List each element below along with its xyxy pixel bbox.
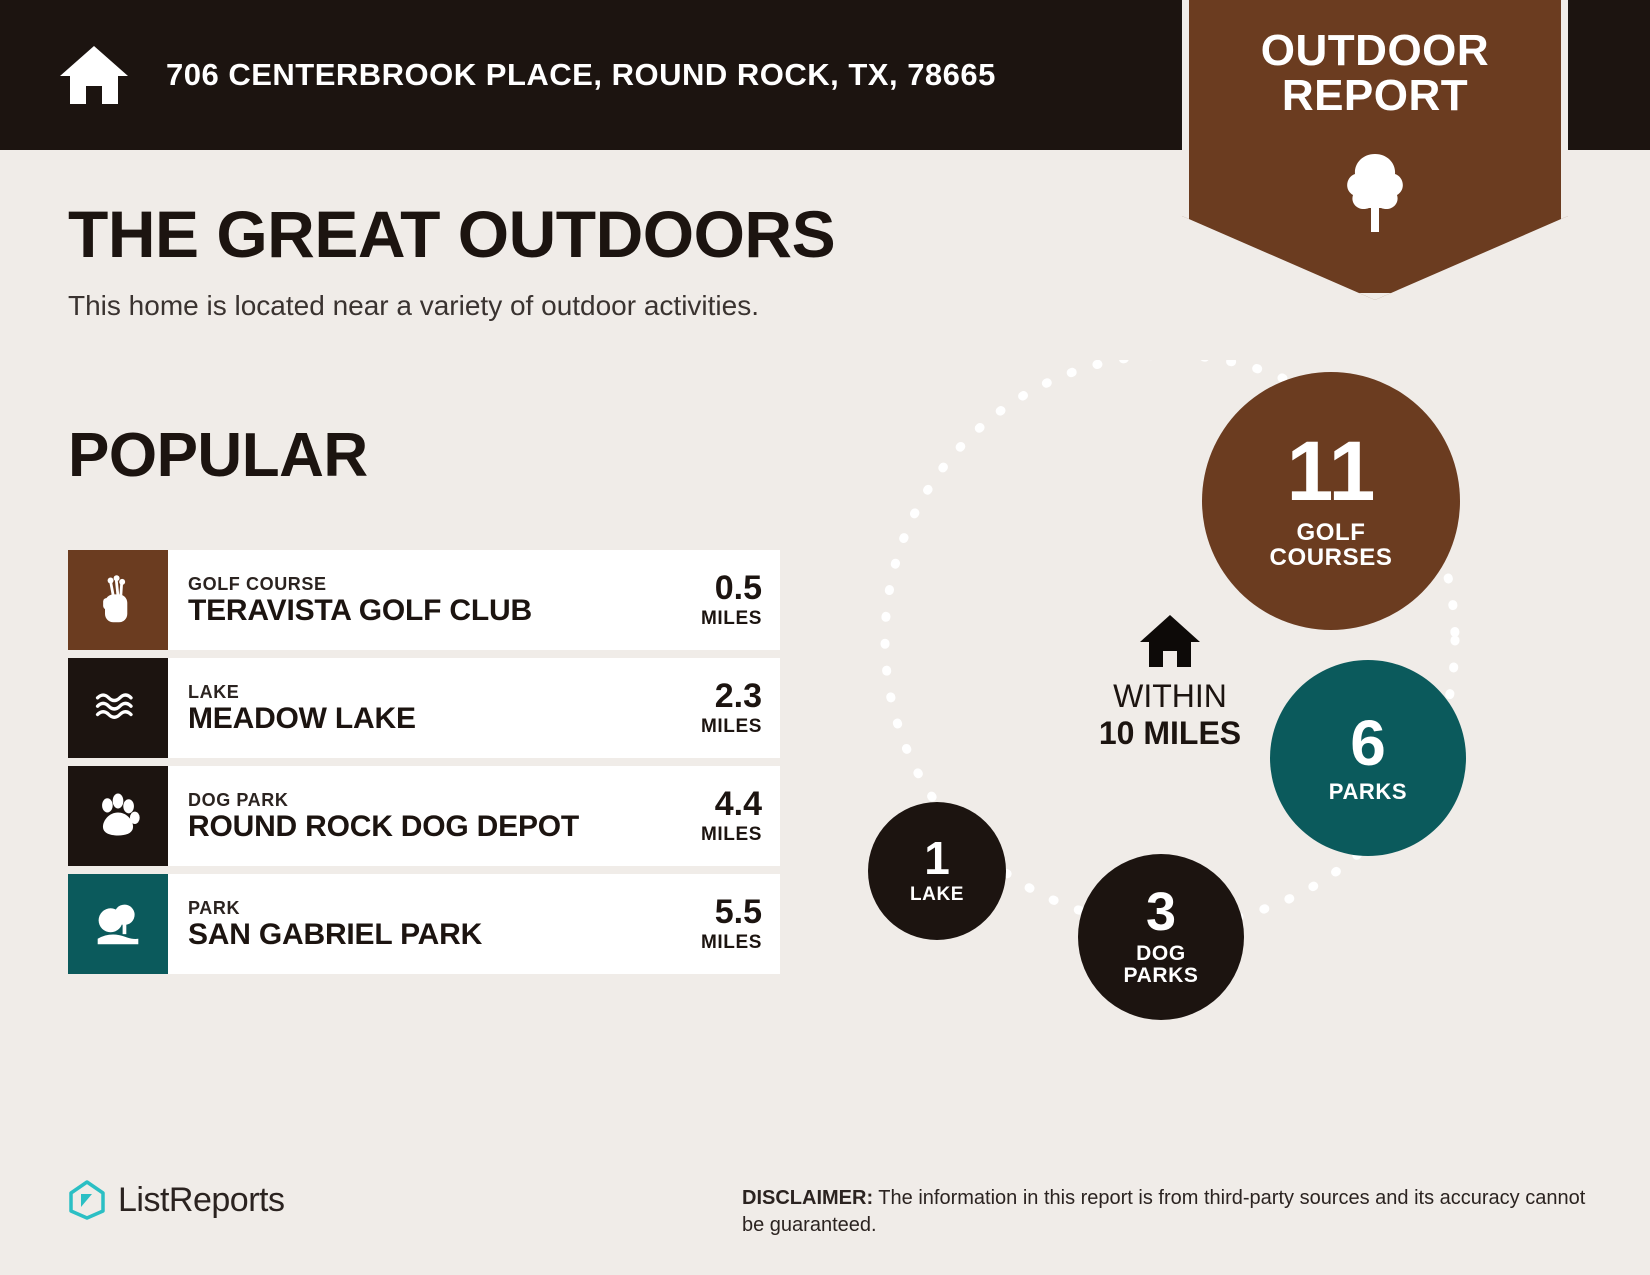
distance-unit: MILES	[700, 931, 762, 953]
property-address: 706 CENTERBROOK PLACE, ROUND ROCK, TX, 78665	[166, 57, 996, 92]
park-trees-icon	[68, 874, 168, 974]
distance-value: 0.5	[714, 568, 762, 607]
stat-bubble-parks	[1270, 660, 1466, 856]
list-item[interactable]	[68, 874, 780, 974]
distance-unit: MILES	[700, 607, 762, 629]
stat-label: LAKE	[909, 883, 965, 905]
stat-count: 11	[1286, 423, 1376, 518]
list-item-text	[168, 874, 670, 974]
disclaimer	[742, 1185, 1602, 1239]
list-item[interactable]	[68, 766, 780, 866]
badge-title-line2: REPORT	[1281, 71, 1469, 121]
list-item-distance	[670, 658, 780, 758]
within-label: WITHIN	[1113, 678, 1227, 714]
home-icon	[1138, 612, 1202, 670]
center-label-group	[1040, 612, 1300, 752]
within-distance: 10 MILES	[1098, 714, 1242, 751]
list-item-name: TERAVISTA GOLF CLUB	[188, 594, 532, 628]
stat-label-line1: DOG	[1136, 942, 1186, 966]
badge-title-line1: OUTDOOR	[1260, 26, 1490, 75]
list-item[interactable]	[68, 658, 780, 758]
home-icon	[58, 42, 130, 108]
list-item-category: DOG PARK	[188, 789, 289, 810]
list-item-text	[168, 766, 670, 866]
waves-icon	[68, 658, 168, 758]
list-item-distance	[670, 874, 780, 974]
distance-value: 4.4	[714, 784, 762, 823]
page-title: THE GREAT OUTDOORS	[68, 197, 836, 271]
list-item-text	[168, 550, 670, 650]
page-subtitle: This home is located near a variety of outdoor activities.	[68, 290, 760, 321]
listreports-logo-text: ListReports	[118, 1180, 285, 1219]
proximity-diagram	[840, 360, 1600, 1060]
stat-label-line2: COURSES	[1269, 543, 1393, 571]
popular-heading: POPULAR	[68, 421, 368, 490]
distance-value: 2.3	[714, 676, 762, 715]
stat-label	[1270, 520, 1393, 570]
list-item-distance	[670, 550, 780, 650]
stat-label	[1124, 943, 1199, 987]
stat-bubble-dog-parks	[1078, 854, 1244, 1020]
disclaimer-label: DISCLAIMER:	[742, 1187, 874, 1209]
stat-count: 3	[1145, 881, 1177, 942]
badge-title	[1182, 28, 1568, 119]
disclaimer-text: The information in this report is from third-party sources and its accuracy cannot be guaranteed.	[742, 1187, 1586, 1236]
listreports-logo[interactable]	[68, 1180, 284, 1220]
list-item-name: ROUND ROCK DOG DEPOT	[188, 810, 580, 844]
list-item-category: PARK	[188, 897, 241, 918]
distance-unit: MILES	[700, 823, 762, 845]
list-item-category: GOLF COURSE	[188, 573, 327, 594]
list-item-distance	[670, 766, 780, 866]
stat-count: 6	[1350, 707, 1386, 780]
stat-count: 1	[924, 832, 950, 885]
list-item-name: SAN GABRIEL PARK	[188, 918, 483, 952]
list-item-name: MEADOW LAKE	[188, 702, 416, 736]
list-item-category: LAKE	[188, 681, 240, 702]
list-item[interactable]	[68, 550, 780, 650]
stat-label-line1: GOLF	[1296, 518, 1366, 546]
popular-list	[68, 550, 780, 982]
stat-label: PARKS	[1328, 778, 1408, 804]
listreports-logo-icon	[68, 1180, 106, 1220]
tree-icon	[1340, 152, 1410, 234]
paw-icon	[68, 766, 168, 866]
stat-bubble-golf-courses	[1202, 372, 1460, 630]
distance-value: 5.5	[714, 892, 762, 931]
list-item-text	[168, 658, 670, 758]
outdoor-report-badge	[1182, 0, 1568, 300]
stat-bubble-lake	[868, 802, 1006, 940]
stat-label-line2: PARKS	[1123, 964, 1199, 988]
golf-bag-icon	[68, 550, 168, 650]
distance-unit: MILES	[700, 715, 762, 737]
